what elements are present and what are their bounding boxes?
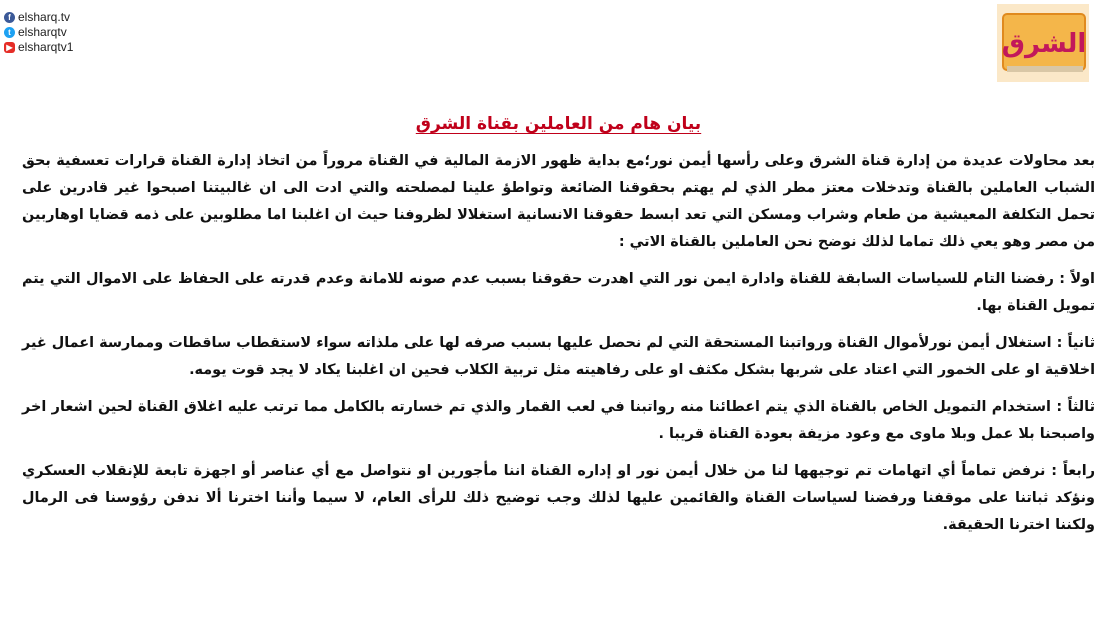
social-twitter[interactable] xyxy=(4,25,73,40)
paragraph-intro: بعد محاولات عديدة من إدارة قناة الشرق وعلى رأسها أيمن نور؛مع بداية ظهور الازمة المالية في القناة مروراً من اتخاذ إدارة القناة قرارات تعسفية بحق الشباب العاملين بالقناة وتدخلات معتز مطر الذي لم يهتم بحقوقنا الضائعة وتواطؤ علينا لمصلحته والتي ادت الى ان غالبيتنا اصبحوا غير قادرين على تحمل التكلفة المعيشية من طعام وشراب ومسكن التي تعد ابسط حقوقنا الانسانية استغلالا لظروفنا حيث ان اغلبنا اما مطلوبين على ذمه قضايا اوهاربين من مصر وهو يعي ذلك تماما لذلك نوضح نحن العاملين بالقناة الاتي : xyxy=(22,153,1095,250)
social-facebook[interactable] xyxy=(4,10,73,25)
statement-title: بيان هام من العاملين بقناة الشرق xyxy=(415,114,702,134)
facebook-handle: elsharq.tv xyxy=(18,10,71,24)
paragraph-first: اولاً : رفضنا التام للسياسات السابقة للقناة وادارة ايمن نور التي اهدرت حقوقنا بسبب عدم صونه للامانة وعدم قدرته على الحفاظ على الاموال التي يتم تمويل القناة بها. xyxy=(22,271,1095,314)
logo-text: الشرق xyxy=(1001,29,1087,59)
youtube-handle: elsharqtv1 xyxy=(18,40,74,54)
paragraph-second: ثانياً : استغلال أيمن نورلأموال القناة ورواتبنا المستحقة التي لم نحصل عليها بسبب صرفه لها على ملذاته سواء لاستقطاب ساقطات وممارسة اعمال غير اخلاقية او على الخمور التي اعتاد على شربها بشكل مكثف او على رفاهيته مثل تربية الكلاب فحين ان اغلبنا يكاد لا يجد قوت يومه. xyxy=(22,335,1095,378)
twitter-handle: elsharqtv xyxy=(18,25,67,39)
twitter-icon: t xyxy=(4,27,15,38)
paragraph-third: ثالثاً : استخدام التمويل الخاص بالقناة الذي يتم اعطائنا منه رواتبنا في لعب القمار والذي تم خسارته بالكامل مما ترتب عليه اغلاق القناة لحين اشعار اخر واصبحنا بلا عمل وبلا ماوى مع وعود مزيفة بعودة القناة قريبا . xyxy=(22,399,1095,442)
paragraph-fourth: رابعاً : نرفض تماماً أي اتهامات تم توجيهها لنا من خلال أيمن نور او إداره القناة اننا مأجورين او نتواصل مع أي عناصر أو اجهزة تابعة للإنقلاب العسكري ونؤكد ثباتنا على موقفنا ورفضنا لسياسات القناة والقائمين عليها لذلك وجب توضيح ذلك للرأى العام، لا سيما وأننا اخترنا ألا ندفن رؤوسنا فى الرمال ولكننا اخترنا الحقيقة. xyxy=(22,463,1095,533)
youtube-icon: ▶ xyxy=(4,42,15,53)
statement-title-container xyxy=(0,114,1117,134)
social-youtube[interactable] xyxy=(4,40,73,55)
facebook-icon: f xyxy=(4,12,15,23)
elsharq-logo xyxy=(997,4,1089,82)
social-links xyxy=(4,10,73,55)
statement-body xyxy=(22,148,1095,549)
